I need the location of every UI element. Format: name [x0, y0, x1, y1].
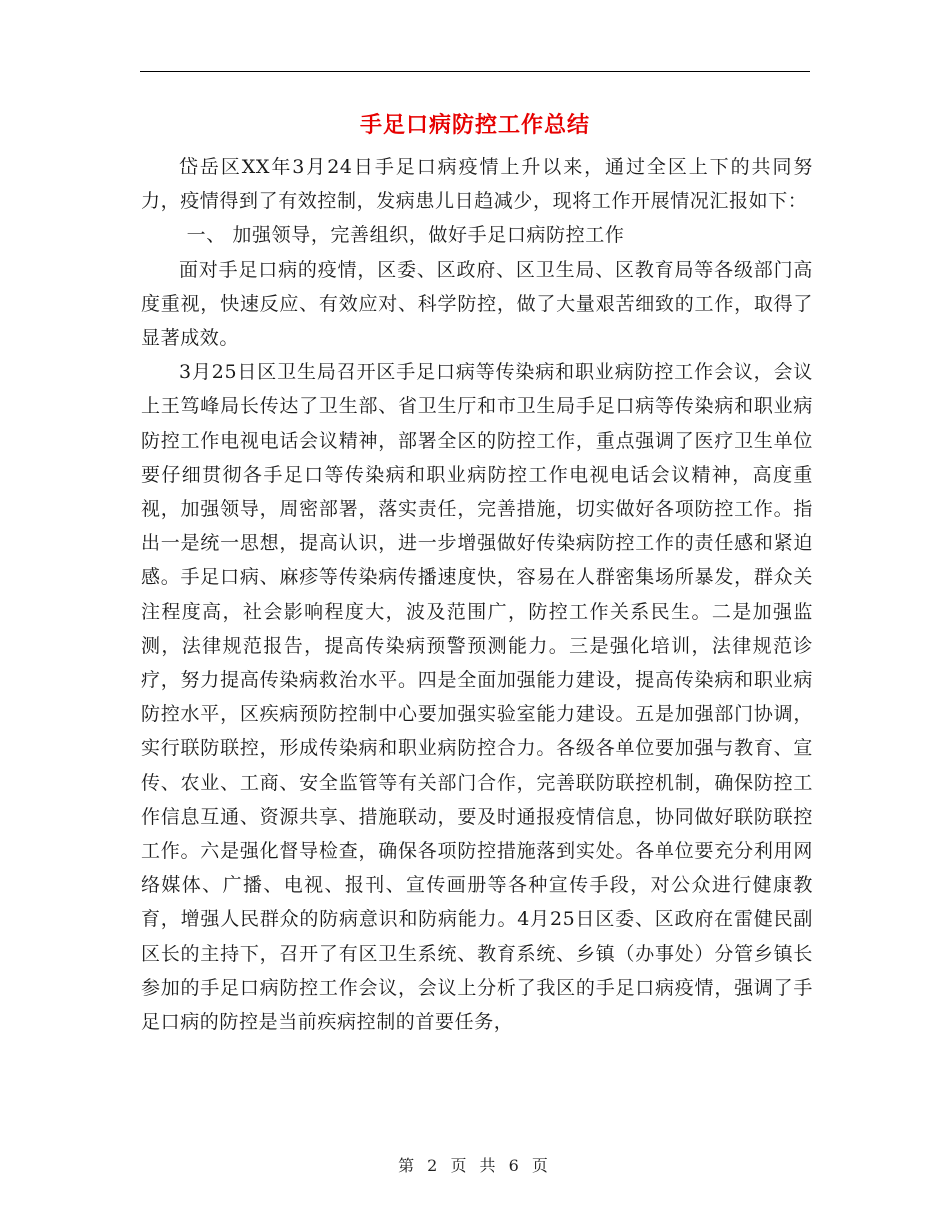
document-title: 手足口病防控工作总结: [359, 112, 590, 138]
page-number: 第 2 页 共 6 页: [398, 1156, 552, 1175]
document-body: [141, 150, 813, 1039]
intro-paragraph: 岱岳区XX年3月24日手足口病疫情上升以来，通过全区上下的共同努力，疫情得到了有效控制，发病患儿日趋减少，现将工作开展情况汇报如下：: [141, 156, 813, 213]
body-paragraph: 面对手足口病的疫情，区委、区政府、区卫生局、区教育局等各级部门高度重视，快速反应、有效应对、科学防控，做了大量艰苦细致的工作，取得了显著成效。: [141, 258, 813, 350]
header-rule: [140, 71, 810, 72]
section-heading: 一、 加强领导，完善组织，做好手足口病防控工作: [186, 224, 625, 247]
body-paragraph: 3月25日区卫生局召开区手足口病等传染病和职业病防控工作会议，会议上王笃峰局长传达了卫生部、省卫生厅和市卫生局手足口病等传染病和职业病防控工作电视电话会议精神，部署全区的防控工作，重点强调了医疗卫生单位要仔细贯彻各手足口等传染病和职业病防控工作电视电话会议精神，高度重视，加强领导，周密部署，落实责任，完善措施，切实做好各项防控工作。指出一是统一思想，提高认识，进一步增强做好传染病防控工作的责任感和紧迫感。手足口病、麻疹等传染病传播速度快，容易在人群密集场所暴发，群众关注程度高，社会影响程度大，波及范围广，防控工作关系民生。二是加强监测，法律规范报告，提高传染病预警预测能力。三是强化培训，法律规范诊疗，努力提高传染病救治水平。四是全面加强能力建设，提高传染病和职业病防控水平，区疾病预防控制中心要加强实验室能力建设。五是加强部门协调，实行联防联控，形成传染病和职业病防控合力。各级各单位要加强与教育、宣传、农业、工商、安全监管等有关部门合作，完善联防联控机制，确保防控工作信息互通、资源共享、措施联动，要及时通报疫情信息，协同做好联防联控工作。六是强化督导检查，确保各项防控措施落到实处。各单位要充分利用网络媒体、广播、电视、报刊、宣传画册等各种宣传手段，对公众进行健康教育，增强人民群众的防病意识和防病能力。4月25日区委、区政府在雷健民副区长的主持下，召开了有区卫生系统、教育系统、乡镇（办事处）分管乡镇长参加的手足口病防控工作会议，会议上分析了我区的手足口病疫情，强调了手足口病的防控是当前疾病控制的首要任务，: [141, 361, 813, 1034]
